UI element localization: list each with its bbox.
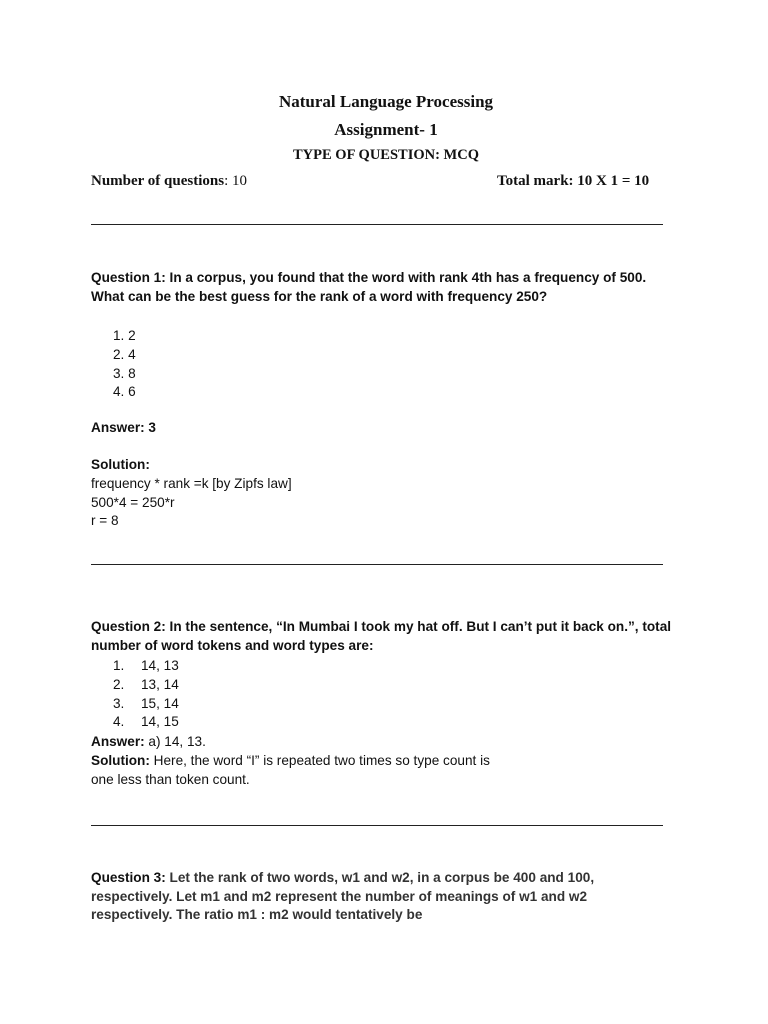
- option-item: 3. 8: [113, 365, 136, 381]
- solution-label: Solution:: [91, 753, 150, 768]
- number-of-questions-value: : 10: [224, 173, 247, 189]
- question-2-line1: In the sentence, “In Mumbai I took my hat off. But I can’t put it back on.”, total: [165, 619, 672, 634]
- question-3-label: Question 3:: [91, 870, 166, 885]
- total-mark: Total mark: 10 X 1 = 10: [497, 173, 650, 189]
- solution-line: frequency * rank =k [by Zipfs law]: [91, 475, 292, 491]
- question-3-line2: respectively. Let m1 and m2 represent the number of meanings of w1 and w2: [91, 888, 588, 904]
- question-2-label: Question 2:: [91, 619, 166, 634]
- divider-line: [91, 564, 663, 565]
- divider-line: [91, 224, 663, 225]
- option-item: 1. 14, 13: [113, 658, 179, 673]
- assignment-subtitle: Assignment- 1: [334, 120, 438, 139]
- question-3-line1: Let the rank of two words, w1 and w2, in a corpus be 400 and 100,: [165, 870, 595, 885]
- divider-line: [91, 825, 663, 826]
- solution-label: Solution:: [91, 457, 150, 472]
- option-item: 2. 13, 14: [113, 676, 179, 692]
- document-title: Natural Language Processing: [278, 92, 494, 111]
- answer-value: a) 14, 13.: [144, 734, 206, 749]
- solution-line: 500*4 = 250*r: [91, 494, 175, 510]
- question-1-answer: Answer: 3: [91, 420, 156, 435]
- question-1-options: [113, 327, 136, 402]
- question-3-line3: respectively. The ratio m1 : m2 would tentatively be: [91, 907, 423, 922]
- question-1-line2: What can be the best guess for the rank of a word with frequency 250?: [91, 288, 548, 304]
- question-3-text: [91, 869, 691, 925]
- solution-line: r = 8: [91, 513, 119, 529]
- question-2-text: [91, 618, 691, 655]
- question-2-options: [113, 657, 179, 732]
- number-of-questions-label: Number of questions: [91, 173, 225, 189]
- question-type: TYPE OF QUESTION: MCQ: [293, 147, 479, 163]
- option-item: 3. 15, 14: [113, 695, 179, 711]
- question-1-text: [91, 269, 691, 306]
- question-2-line2: number of word tokens and word types are:: [91, 637, 374, 653]
- solution-line: Here, the word “I” is repeated two times so type count is: [149, 753, 490, 768]
- question-2-answer: [91, 733, 206, 752]
- solution-line: one less than token count.: [91, 771, 250, 787]
- question-1-label: Question 1:: [91, 270, 166, 285]
- answer-label: Answer:: [91, 734, 145, 749]
- question-2-solution: [91, 752, 490, 790]
- number-of-questions: [91, 173, 247, 190]
- option-item: 1. 2: [113, 328, 136, 343]
- option-item: 4. 14, 15: [113, 714, 179, 730]
- option-item: 2. 4: [113, 346, 136, 362]
- question-1-line1: In a corpus, you found that the word with rank 4th has a frequency of 500.: [165, 270, 647, 285]
- option-item: 4. 6: [113, 384, 136, 400]
- question-1-solution: [91, 456, 292, 531]
